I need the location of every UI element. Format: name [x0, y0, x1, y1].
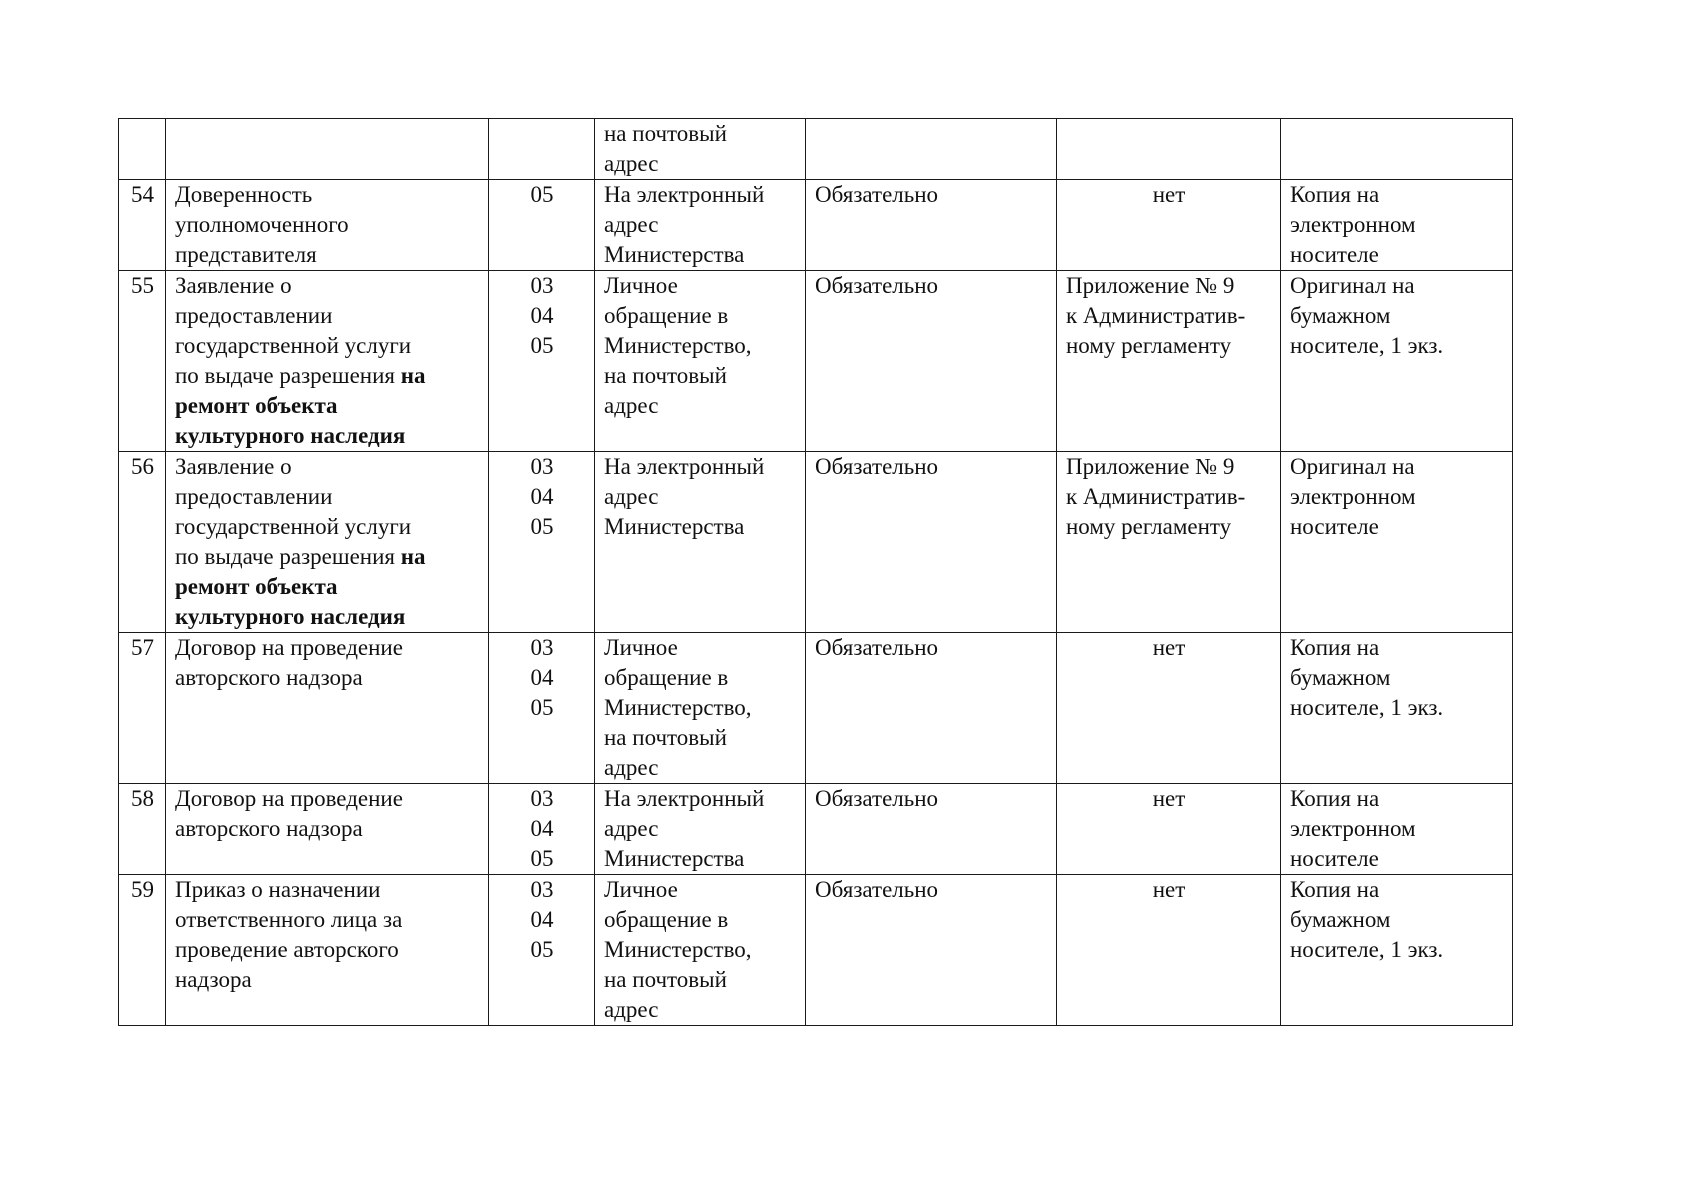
mandatory-cell: Обязательно [806, 180, 1057, 271]
submission-method-cell: На электронный адрес Министерства [595, 180, 806, 271]
codes-cell [489, 119, 595, 180]
mandatory-cell [806, 119, 1057, 180]
submission-method-cell: На электронный адрес Министерства [595, 452, 806, 633]
table-row [119, 452, 1513, 633]
table-row [119, 633, 1513, 784]
mandatory-cell: Обязательно [806, 271, 1057, 452]
document-name-cell [166, 119, 489, 180]
document-name-bold-text: на ремонт объекта культурного наследия [175, 544, 426, 629]
document-form-cell: Копия на электронном носителе [1281, 180, 1513, 271]
document-name-cell: Приказ о назначении ответственного лица за проведение авторского надзора [166, 875, 489, 1026]
row-number-cell: 56 [119, 452, 166, 633]
document-form-cell: Копия на бумажном носителе, 1 экз. [1281, 875, 1513, 1026]
table-row [119, 784, 1513, 875]
row-number-cell: 58 [119, 784, 166, 875]
document-name-cell: Договор на проведение авторского надзора [166, 784, 489, 875]
annex-cell: нет [1057, 633, 1281, 784]
submission-method-cell: Личное обращение в Министерство, на почтовый адрес [595, 875, 806, 1026]
row-number-cell: 54 [119, 180, 166, 271]
documents-table [118, 118, 1513, 1026]
codes-cell: 03 04 05 [489, 633, 595, 784]
mandatory-cell: Обязательно [806, 875, 1057, 1026]
row-number-cell: 57 [119, 633, 166, 784]
annex-cell: Приложение № 9 к Административ- ному регламенту [1057, 271, 1281, 452]
table-row [119, 875, 1513, 1026]
mandatory-cell: Обязательно [806, 633, 1057, 784]
codes-cell: 03 04 05 [489, 271, 595, 452]
row-number-cell [119, 119, 166, 180]
submission-method-cell: На электронный адрес Министерства [595, 784, 806, 875]
codes-cell: 03 04 05 [489, 452, 595, 633]
document-name-cell: Доверенность уполномоченного представителя [166, 180, 489, 271]
codes-cell: 03 04 05 [489, 875, 595, 1026]
document-name-cell [166, 271, 489, 452]
codes-cell: 05 [489, 180, 595, 271]
document-name-bold-text: на ремонт объекта культурного наследия [175, 363, 426, 448]
mandatory-cell: Обязательно [806, 452, 1057, 633]
submission-method-cell: на почтовый адрес [595, 119, 806, 180]
document-name-cell [166, 452, 489, 633]
table-row [119, 271, 1513, 452]
table-row [119, 119, 1513, 180]
document-name-text: Заявление о предоставлении государственной услуги по выдаче разрешения [175, 273, 412, 388]
annex-cell: Приложение № 9 к Административ- ному регламенту [1057, 452, 1281, 633]
table-row [119, 180, 1513, 271]
annex-cell: нет [1057, 875, 1281, 1026]
document-form-cell: Оригинал на электронном носителе [1281, 452, 1513, 633]
annex-cell [1057, 119, 1281, 180]
document-form-cell: Копия на бумажном носителе, 1 экз. [1281, 633, 1513, 784]
submission-method-cell: Личное обращение в Министерство, на почтовый адрес [595, 271, 806, 452]
annex-cell: нет [1057, 784, 1281, 875]
document-name-text: Заявление о предоставлении государственной услуги по выдаче разрешения [175, 454, 412, 569]
document-form-cell: Оригинал на бумажном носителе, 1 экз. [1281, 271, 1513, 452]
annex-cell: нет [1057, 180, 1281, 271]
document-form-cell [1281, 119, 1513, 180]
document-form-cell: Копия на электронном носителе [1281, 784, 1513, 875]
document-name-cell: Договор на проведение авторского надзора [166, 633, 489, 784]
row-number-cell: 55 [119, 271, 166, 452]
codes-cell: 03 04 05 [489, 784, 595, 875]
row-number-cell: 59 [119, 875, 166, 1026]
submission-method-cell: Личное обращение в Министерство, на почтовый адрес [595, 633, 806, 784]
mandatory-cell: Обязательно [806, 784, 1057, 875]
